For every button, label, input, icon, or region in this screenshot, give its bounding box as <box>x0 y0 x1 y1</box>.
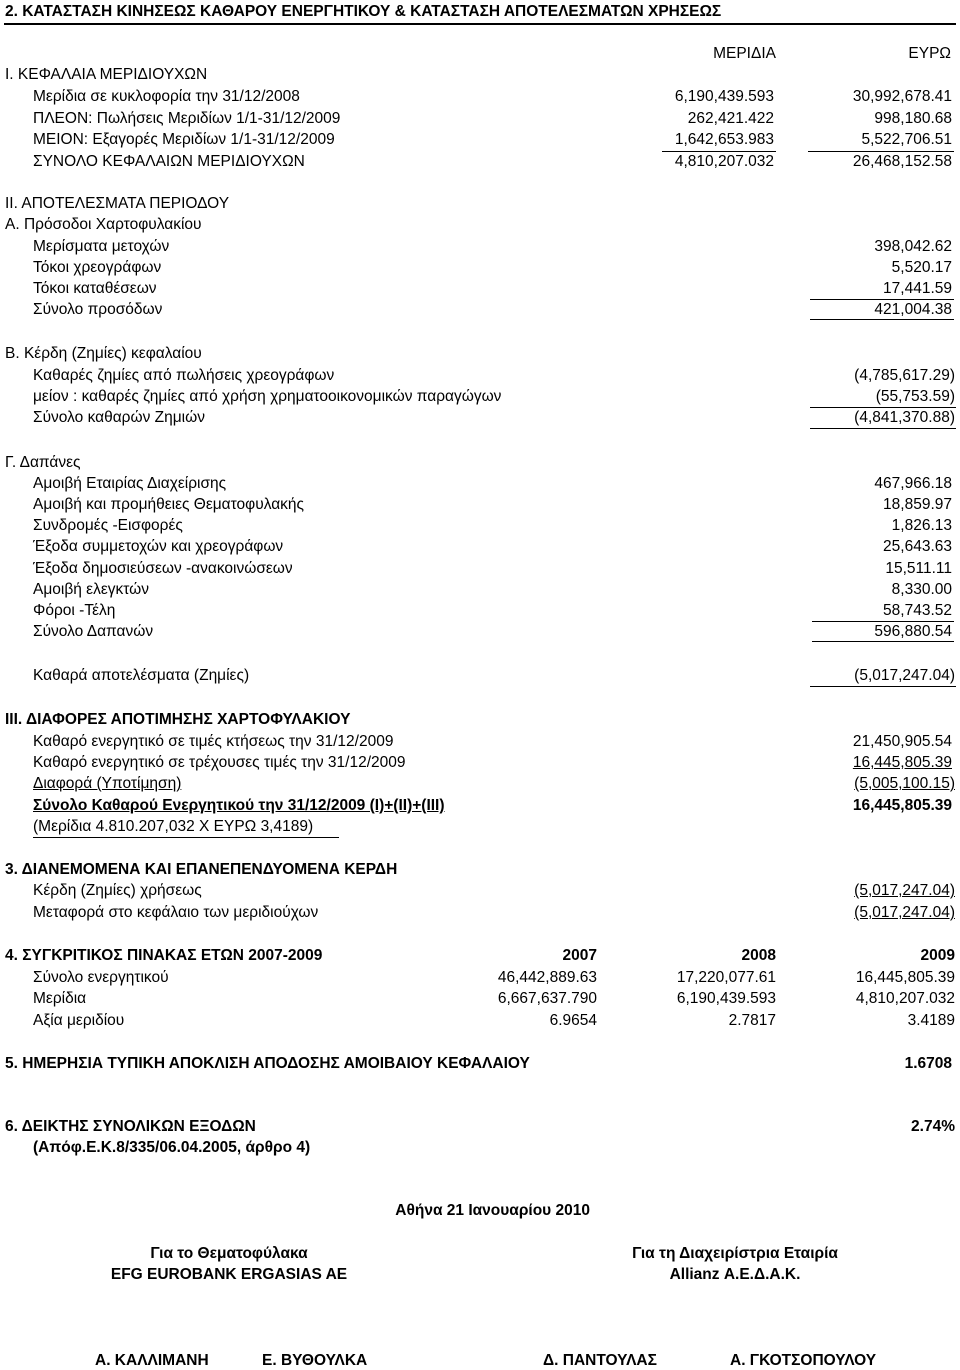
expense-row-label: Αμοιβή Εταιρίας Διαχείρισης <box>33 475 227 492</box>
valuation-row-value: 21,450,905.54 <box>852 733 952 750</box>
title-rule <box>4 23 956 25</box>
section2b-heading: Β. Κέρδη (Ζημίες) κεφαλαίου <box>5 345 202 362</box>
expense-total-label: Σύνολο Δαπανών <box>33 623 154 640</box>
income-row-label: Τόκοι χρεογράφων <box>33 259 162 276</box>
total-rule <box>812 641 954 642</box>
section1-total-label: ΣΥΝΟΛΟ ΚΕΦΑΛΑΙΩΝ ΜΕΡΙΔΙΟΥΧΩΝ <box>33 153 305 170</box>
section2-heading: ΙΙ. ΑΠΟΤΕΛΕΣΜΑΤΑ ΠΕΡΙΟΔΟΥ <box>5 195 230 212</box>
expense-row-label: Φόροι -Τέλη <box>33 602 116 619</box>
ter-reference: (Απόφ.Ε.Κ.8/335/06.04.2005, άρθρο 4) <box>33 1139 311 1156</box>
subtotal-rule <box>810 407 956 408</box>
net-result-label: Καθαρά αποτελέσματα (Ζημίες) <box>33 667 250 684</box>
signatory-name: Δ. ΠΑΝΤΟΥΛΑΣ <box>543 1352 657 1369</box>
total-rule <box>810 319 954 320</box>
distribution-row-label: Μεταφορά στο κεφάλαιο των μεριδιούχων <box>33 904 319 921</box>
distribution-row-value: (5,017,247.04) <box>854 882 955 899</box>
manager-title: Για τη Διαχειρίστρια Εταιρία <box>632 1245 838 1262</box>
valuation-diff-value: (5,005,100.15) <box>854 775 955 792</box>
section1-row-euro: 30,992,678.41 <box>852 88 952 105</box>
std-deviation-value: 1.6708 <box>904 1055 952 1072</box>
section1-total-euro: 26,468,152.58 <box>852 153 952 170</box>
comparison-value: 3.4189 <box>907 1012 955 1029</box>
distribution-row-label: Κέρδη (Ζημίες) χρήσεως <box>33 882 202 899</box>
manager-entity: Allianz Α.Ε.Δ.Α.Κ. <box>669 1266 801 1283</box>
col-header-shares: ΜΕΡΙΔΙΑ <box>713 45 776 62</box>
income-row-value: 5,520.17 <box>891 259 952 276</box>
subtotal-rule <box>810 299 954 300</box>
signatory-name: Α. ΚΑΛΛΙΜΑΝΗ <box>95 1352 209 1369</box>
income-row-value: 17,441.59 <box>883 280 952 297</box>
expense-total-value: 596,880.54 <box>874 623 952 640</box>
section1-row-label: ΜΕΙΟΝ: Εξαγορές Μεριδίων 1/1-31/12/2009 <box>33 131 335 148</box>
comparison-value: 4,810,207.032 <box>855 990 955 1007</box>
expense-row-label: Αμοιβή ελεγκτών <box>33 581 150 598</box>
total-rule <box>810 686 956 687</box>
comparison-row-label: Αξία μεριδίου <box>33 1012 125 1029</box>
section4-heading: 3. ΔΙΑΝΕΜΟΜΕΝΑ ΚΑΙ ΕΠΑΝΕΠΕΝΔΥΟΜΕΝΑ ΚΕΡΔΗ <box>5 861 398 878</box>
comparison-value: 17,220,077.61 <box>676 969 776 986</box>
section7-heading: 6. ΔΕΙΚΤΗΣ ΣΥΝΟΛΙΚΩΝ ΕΞΟΔΩΝ <box>5 1118 256 1135</box>
valuation-row-value: 16,445,805.39 <box>852 754 952 771</box>
expense-row-label: Έξοδα συμμετοχών και χρεογράφων <box>33 538 284 555</box>
document-title: 2. ΚΑΤΑΣΤΑΣΗ ΚΙΝΗΣΕΩΣ ΚΑΘΑΡΟΥ ΕΝΕΡΓΗΤΙΚΟΥ & ΚΑΤΑΣΤΑΣΗ ΑΠΟΤΕΛΕΣΜΑΤΩΝ ΧΡΗΣΕΩΣ <box>5 3 722 20</box>
section1-row-label: ΠΛΕΟΝ: Πωλήσεις Μεριδίων 1/1-31/12/2009 <box>33 110 341 127</box>
comparison-value: 6.9654 <box>549 1012 597 1029</box>
capital-row-label: Καθαρές ζημίες από πωλήσεις χρεογράφων <box>33 367 335 384</box>
subtotal-rule <box>808 151 954 152</box>
expense-row-label: Αμοιβή και προμήθειες Θεματοφυλακής <box>33 496 305 513</box>
ter-value: 2.74% <box>911 1118 955 1135</box>
section1-row-shares: 1,642,653.983 <box>674 131 774 148</box>
comparison-value: 2.7817 <box>728 1012 776 1029</box>
custodian-entity: EFG EUROBANK ERGASIAS AE <box>110 1266 348 1283</box>
note-rule <box>33 837 339 838</box>
net-assets-total-value: 16,445,805.39 <box>852 797 952 814</box>
section1-heading: Ι. ΚΕΦΑΛΑΙΑ ΜΕΡΙΔΙΟΥΧΩΝ <box>5 66 208 83</box>
comparison-value: 6,190,439.593 <box>676 990 776 1007</box>
section1-row-shares: 262,421.422 <box>687 110 774 127</box>
section2c-heading: Γ. Δαπάνες <box>5 454 81 471</box>
valuation-row-label: Καθαρό ενεργητικό σε τιμές κτήσεως την 31/12/2009 <box>33 733 394 750</box>
income-row-label: Τόκοι καταθέσεων <box>33 280 157 297</box>
section1-row-shares: 6,190,439.593 <box>674 88 774 105</box>
section6-heading: 5. ΗΜΕΡΗΣΙΑ ΤΥΠΙΚΗ ΑΠΟΚΛΙΣΗ ΑΠΟΔΟΣΗΣ ΑΜΟΙΒΑΙΟΥ ΚΕΦΑΛΑΙΟΥ <box>5 1055 530 1072</box>
income-row-label: Μερίσματα μετοχών <box>33 238 170 255</box>
expense-row-value: 467,966.18 <box>874 475 952 492</box>
col-header-euro: ΕΥΡΩ <box>908 45 951 62</box>
net-assets-total-label: Σύνολο Καθαρού Ενεργητικού την 31/12/2009 (I)+(II)+(III) <box>33 797 445 814</box>
section1-total-shares: 4,810,207.032 <box>674 153 774 170</box>
net-assets-note: (Μερίδια 4.810.207,032 Χ ΕΥΡΩ 3,4189) <box>33 818 314 835</box>
comparison-value: 16,445,805.39 <box>855 969 955 986</box>
total-rule <box>810 428 956 429</box>
subtotal-rule <box>662 151 776 152</box>
income-total-label: Σύνολο προσόδων <box>33 301 163 318</box>
expense-row-value: 58,743.52 <box>883 602 952 619</box>
valuation-diff-label: Διαφορά (Υποτίμηση) <box>33 775 182 792</box>
section2a-heading: Α. Πρόσοδοι Χαρτοφυλακίου <box>5 216 202 233</box>
capital-total-value: (4,841,370.88) <box>854 409 955 426</box>
expense-row-value: 8,330.00 <box>891 581 952 598</box>
year-2008: 2008 <box>741 947 776 964</box>
section5-heading: 4. ΣΥΓΚΡΙΤΙΚΟΣ ΠΙΝΑΚΑΣ ΕΤΩΝ 2007-2009 <box>5 947 323 964</box>
comparison-row-label: Μερίδια <box>33 990 87 1007</box>
comparison-value: 46,442,889.63 <box>497 969 597 986</box>
signatory-name: Ε. ΒΥΘΟΥΛΚΑ <box>262 1352 368 1369</box>
income-row-value: 398,042.62 <box>874 238 952 255</box>
income-total-value: 421,004.38 <box>874 301 952 318</box>
signatory-name: Α. ΓΚΟΤΣΟΠΟΥΛΟΥ <box>730 1352 877 1369</box>
capital-total-label: Σύνολο καθαρών Ζημιών <box>33 409 205 426</box>
expense-row-value: 15,511.11 <box>885 560 952 577</box>
subtotal-rule <box>812 621 954 622</box>
year-2007: 2007 <box>562 947 597 964</box>
comparison-row-label: Σύνολο ενεργητικού <box>33 969 169 986</box>
year-2009: 2009 <box>920 947 955 964</box>
distribution-row-value: (5,017,247.04) <box>854 904 955 921</box>
capital-row-value: (55,753.59) <box>875 388 955 405</box>
expense-row-label: Συνδρομές -Εισφορές <box>33 517 183 534</box>
capital-row-label: μείον : καθαρές ζημίες από χρήση χρηματοοικονομικών παραγώγων <box>33 388 502 405</box>
expense-row-value: 25,643.63 <box>883 538 952 555</box>
section1-row-euro: 998,180.68 <box>874 110 952 127</box>
expense-row-label: Έξοδα δημοσιεύσεων -ανακοινώσεων <box>33 560 293 577</box>
valuation-row-label: Καθαρό ενεργητικό σε τρέχουσες τιμές την 31/12/2009 <box>33 754 406 771</box>
section3-heading: ΙΙΙ. ΔΙΑΦΟΡΕΣ ΑΠΟΤΙΜΗΣΗΣ ΧΑΡΤΟΦΥΛΑΚΙΟΥ <box>5 711 351 728</box>
custodian-title: Για το Θεματοφύλακα <box>150 1245 308 1262</box>
section1-row-label: Μερίδια σε κυκλοφορία την 31/12/2008 <box>33 88 300 105</box>
section1-row-euro: 5,522,706.51 <box>861 131 952 148</box>
expense-row-value: 1,826.13 <box>891 517 952 534</box>
place-date: Αθήνα 21 Ιανουαρίου 2010 <box>395 1202 590 1219</box>
comparison-value: 6,667,637.790 <box>497 990 597 1007</box>
expense-row-value: 18,859.97 <box>883 496 952 513</box>
capital-row-value: (4,785,617.29) <box>854 367 955 384</box>
net-result-value: (5,017,247.04) <box>854 667 955 684</box>
